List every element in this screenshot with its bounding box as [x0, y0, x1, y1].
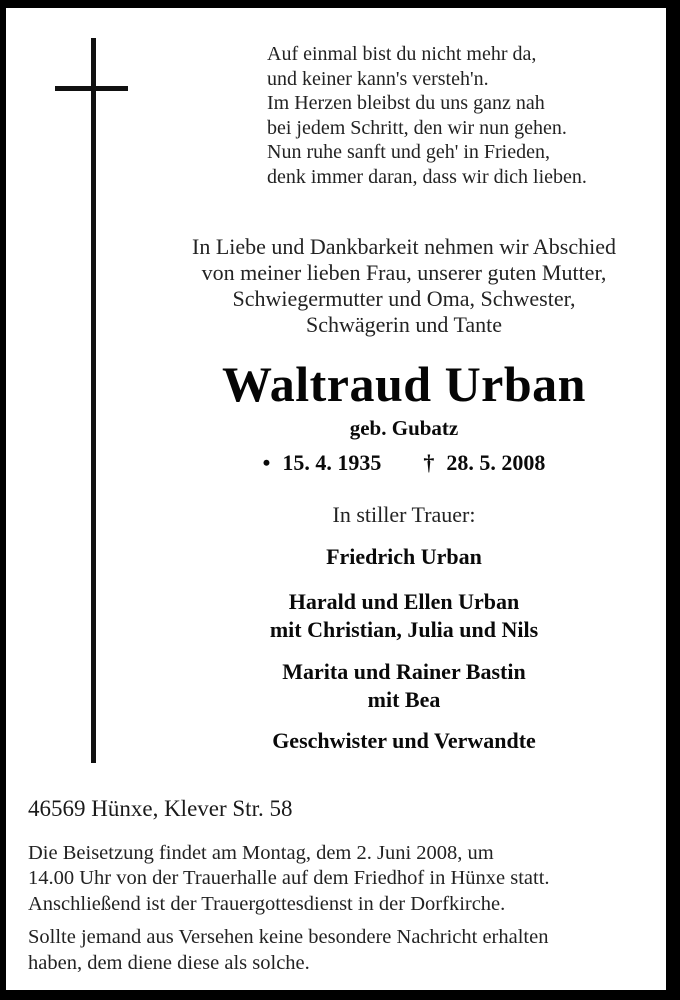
birth-date: 15. 4. 1935	[282, 450, 382, 475]
mourner-group	[128, 658, 680, 714]
home-address: 46569 Hünxe, Klever Str. 58	[28, 796, 293, 821]
maiden-name: geb. Gubatz	[349, 416, 459, 440]
poem-line: Nun ruhe sanft und geh' in Frieden,	[267, 141, 550, 164]
mourner-line: Harald und Ellen Urban	[288, 589, 520, 614]
notice-line: haben, dem diene diese als solche.	[28, 951, 310, 974]
mourner-group	[128, 543, 680, 571]
notice-line: Sollte jemand aus Versehen keine besondere Nachricht erhalten	[28, 926, 549, 948]
mourner-line: mit Bea	[367, 687, 441, 712]
cross-vertical-bar	[91, 38, 96, 763]
deceased-name: Waltraud Urban	[221, 356, 586, 412]
mourner-line: Friedrich Urban	[326, 544, 482, 569]
mourning-intro: In stiller Trauer:	[332, 502, 476, 527]
life-dates	[128, 450, 680, 476]
poem-line: Auf einmal bist du nicht mehr da,	[267, 43, 537, 65]
funeral-line: Anschließend ist der Trauergottesdienst in der Dorfkirche.	[28, 892, 506, 915]
poem-line: bei jedem Schritt, den wir nun gehen.	[267, 116, 567, 139]
farewell-line: In Liebe und Dankbarkeit nehmen wir Abschied	[192, 234, 616, 259]
funeral-line: 14.00 Uhr von der Trauerhalle auf dem Friedhof in Hünxe statt.	[28, 867, 550, 890]
farewell-line: Schwägerin und Tante	[305, 312, 502, 337]
farewell-line: von meiner lieben Frau, unserer guten Mutter,	[201, 260, 607, 285]
mourner-line: Geschwister und Verwandte	[272, 728, 536, 753]
mourner-line: mit Christian, Julia und Nils	[269, 617, 539, 642]
farewell-statement	[128, 234, 680, 338]
closing-notice	[28, 925, 548, 976]
poem-line: und keiner kann's versteh'n.	[267, 67, 489, 90]
funeral-information	[28, 841, 550, 917]
poem-line: Im Herzen bleibst du uns ganz nah	[267, 92, 545, 115]
mourner-group	[128, 727, 680, 755]
mourner-group	[128, 588, 680, 644]
poem-line: denk immer daran, dass wir dich lieben.	[267, 165, 587, 188]
memorial-poem	[267, 42, 587, 190]
died-symbol: †	[423, 450, 435, 475]
cross-horizontal-bar	[55, 86, 128, 91]
farewell-line: Schwiegermutter und Oma, Schwester,	[232, 286, 576, 311]
death-date: 28. 5. 2008	[446, 450, 546, 475]
funeral-line: Die Beisetzung findet am Montag, dem 2. Juni 2008, um	[28, 842, 494, 864]
mourner-line: Marita und Rainer Bastin	[282, 659, 526, 684]
born-symbol: •	[262, 450, 271, 475]
